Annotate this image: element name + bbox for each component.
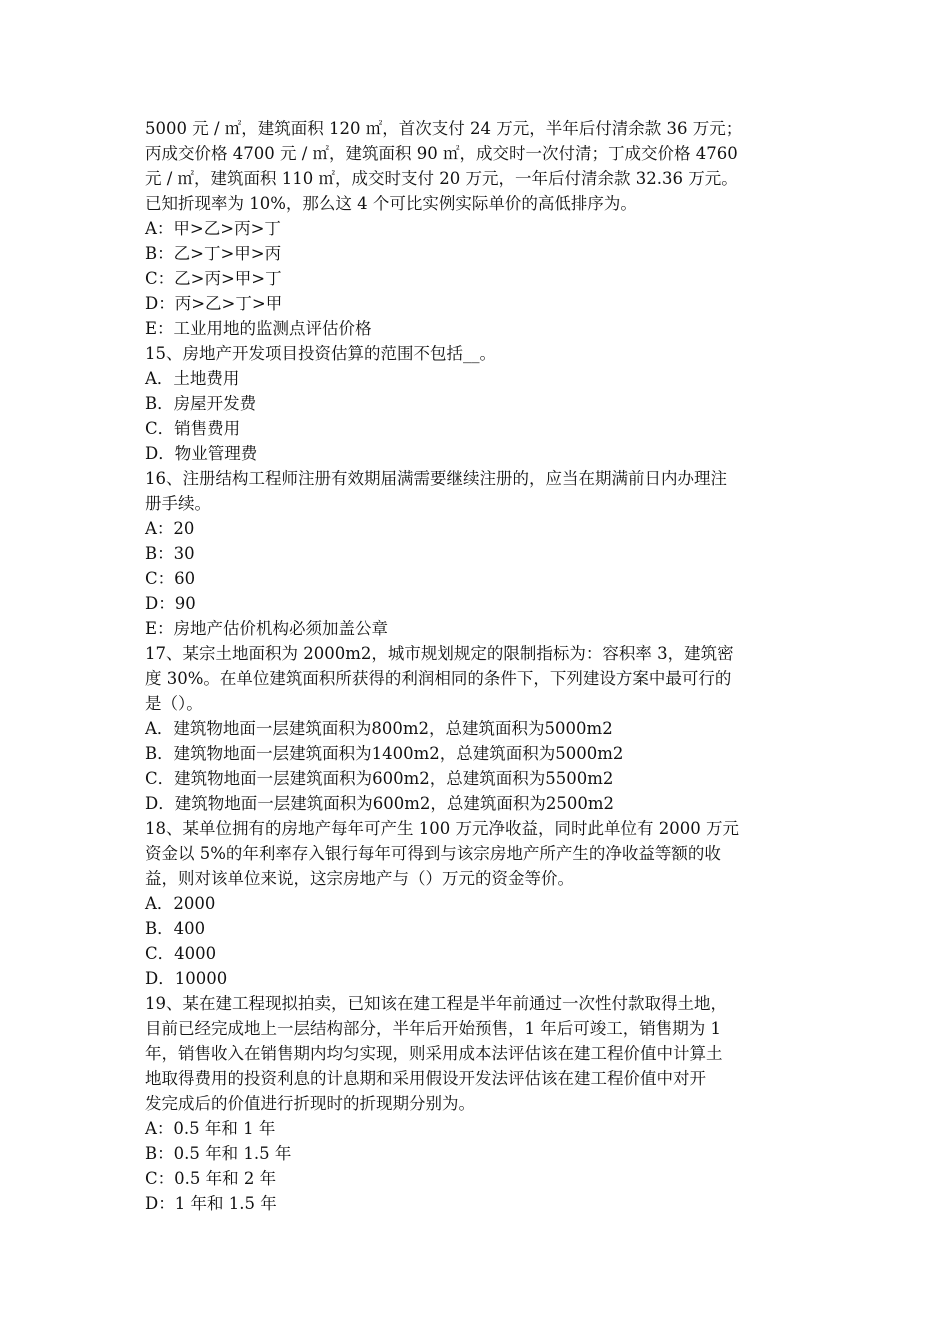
option-c: C：0.5 年和 2 年	[145, 1169, 277, 1188]
question-18-cont: 益，则对该单位来说，这宗房地产与（）万元的资金等价。	[145, 869, 574, 888]
option-d: D：丙>乙>丁>甲	[145, 294, 283, 313]
option-c: C：60	[145, 569, 196, 588]
text-line: 丙成交价格 4700 元 / ㎡，建筑面积 90 ㎡，成交时一次付清；丁成交价格 4760	[145, 144, 738, 163]
question-19-cont: 地取得费用的投资利息的计息期和采用假设开发法评估该在建工程价值中对开	[145, 1069, 706, 1088]
text-line: 已知折现率为 10%，那么这 4 个可比实例实际单价的高低排序为。	[145, 194, 637, 213]
text-line: 元 / ㎡，建筑面积 110 ㎡，成交时支付 20 万元，一年后付清余款 32.36 万元。	[145, 169, 738, 188]
question-19-cont: 年，销售收入在销售期内均匀实现，则采用成本法评估该在建工程价值中计算土	[145, 1044, 723, 1063]
option-a: A：甲>乙>丙>丁	[145, 219, 281, 238]
question-19-cont: 发完成后的价值进行折现时的折现期分别为。	[145, 1094, 475, 1113]
option-e: E：工业用地的监测点评估价格	[145, 319, 372, 338]
question-17: 17、某宗土地面积为 2000m2，城市规划规定的限制指标为：容积率 3，建筑密	[145, 644, 734, 663]
option-d: D：90	[145, 594, 196, 613]
question-18-cont: 资金以 5%的年利率存入银行每年可得到与该宗房地产所产生的净收益等额的收	[145, 844, 721, 863]
text-line: 5000 元 / ㎡，建筑面积 120 ㎡，首次支付 24 万元，半年后付清余款 36 万元；	[145, 119, 743, 138]
question-19-cont: 目前已经完成地上一层结构部分，半年后开始预售，1 年后可竣工，销售期为 1	[145, 1019, 721, 1038]
option-a: A．建筑物地面一层建筑面积为800m2，总建筑面积为5000m2	[145, 719, 613, 738]
question-17-cont: 度 30%。在单位建筑面积所获得的利润相同的条件下，下列建设方案中最可行的	[145, 669, 732, 688]
option-a: A：20	[145, 519, 195, 538]
option-c: C．建筑物地面一层建筑面积为600m2，总建筑面积为5500m2	[145, 769, 614, 788]
option-b: B．房屋开发费	[145, 394, 257, 413]
option-d: D．物业管理费	[145, 444, 258, 463]
option-d: D．10000	[145, 969, 228, 988]
option-e: E：房地产估价机构必须加盖公章	[145, 619, 389, 638]
option-b: B：30	[145, 544, 195, 563]
option-c: C．销售费用	[145, 419, 241, 438]
question-16-cont: 册手续。	[145, 494, 211, 513]
option-b: B．400	[145, 919, 206, 938]
question-18: 18、某单位拥有的房地产每年可产生 100 万元净收益，同时此单位有 2000 万元	[145, 819, 739, 838]
option-c: C：乙>丙>甲>丁	[145, 269, 282, 288]
option-a: A：0.5 年和 1 年	[145, 1119, 276, 1138]
question-15: 15、房地产开发项目投资估算的范围不包括__。	[145, 344, 496, 363]
option-c: C．4000	[145, 944, 217, 963]
option-b: B：乙>丁>甲>丙	[145, 244, 282, 263]
option-b: B：0.5 年和 1.5 年	[145, 1144, 292, 1163]
question-17-cont: 是（）。	[145, 694, 203, 713]
option-d: D．建筑物地面一层建筑面积为600m2，总建筑面积为2500m2	[145, 794, 615, 813]
option-d: D：1 年和 1.5 年	[145, 1194, 277, 1213]
document-page	[145, 116, 815, 1216]
question-16: 16、注册结构工程师注册有效期届满需要继续注册的，应当在期满前日内办理注	[145, 469, 727, 488]
option-b: B．建筑物地面一层建筑面积为1400m2，总建筑面积为5000m2	[145, 744, 624, 763]
option-a: A．2000	[145, 894, 216, 913]
question-19: 19、某在建工程现拟拍卖，已知该在建工程是半年前通过一次性付款取得土地，	[145, 994, 727, 1013]
option-a: A．土地费用	[145, 369, 240, 388]
